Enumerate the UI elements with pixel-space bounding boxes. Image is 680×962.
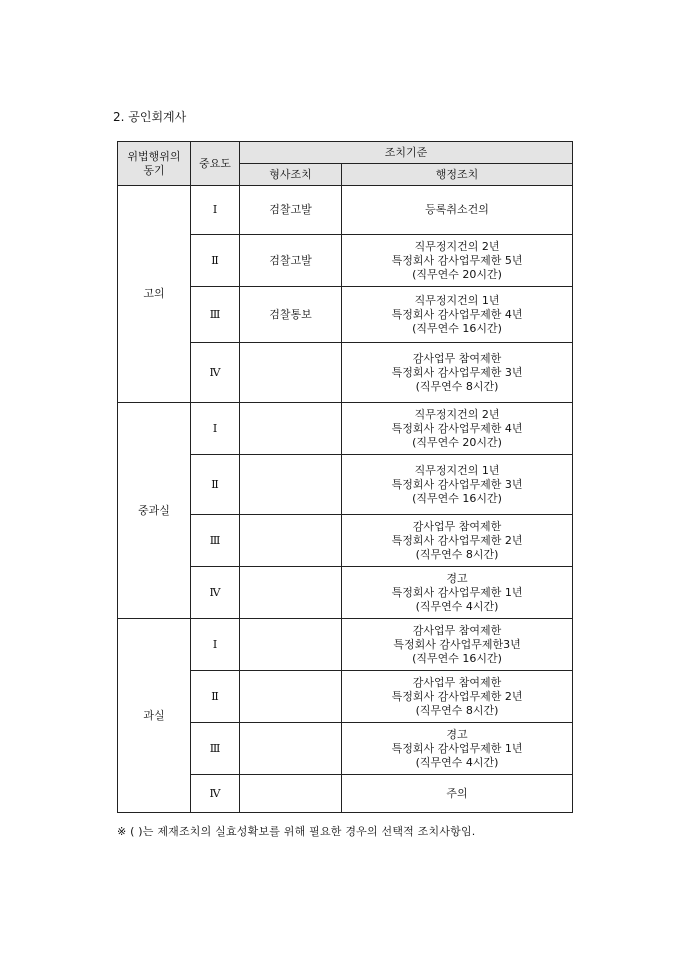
admin-action-line: (직무연수 8시간) [415, 379, 499, 393]
admin-action-line: 직무정지건의 2년 [414, 407, 500, 421]
motive-cell: 중과실 [118, 403, 191, 619]
admin-action-line: 특정회사 감사업무제한 3년 [391, 477, 523, 491]
importance-cell: Ⅱ [191, 455, 240, 515]
admin-action-cell [342, 455, 573, 515]
header-motive-line: 동기 [143, 163, 165, 177]
header-criteria: 조치기준 [240, 142, 573, 164]
admin-action-line: 특정회사 감사업무제한3년 [393, 637, 521, 651]
admin-action-line: 주의 [446, 786, 468, 800]
admin-action-cell [342, 723, 573, 775]
admin-action-line: 직무정지건의 2년 [414, 239, 500, 253]
admin-action-line: 감사업무 참여제한 [412, 675, 502, 689]
admin-action-line: 특정회사 감사업무제한 5년 [391, 253, 523, 267]
admin-action-line: 감사업무 참여제한 [412, 351, 502, 365]
admin-action-cell [342, 343, 573, 403]
admin-action-line: (직무연수 4시간) [415, 599, 499, 613]
importance-cell: Ⅰ [191, 403, 240, 455]
admin-action-cell [342, 186, 573, 235]
criminal-action-cell [240, 671, 342, 723]
criminal-action-cell [240, 343, 342, 403]
admin-action-line: (직무연수 4시간) [415, 755, 499, 769]
admin-action-line: 감사업무 참여제한 [412, 519, 502, 533]
header-motive [118, 142, 191, 186]
admin-action-line: 특정회사 감사업무제한 2년 [391, 533, 523, 547]
admin-action-line: 감사업무 참여제한 [412, 623, 502, 637]
admin-action-cell [342, 619, 573, 671]
header-importance: 중요도 [191, 142, 240, 186]
criminal-action-cell [240, 515, 342, 567]
importance-cell: Ⅳ [191, 775, 240, 813]
header-criminal-action: 형사조치 [240, 164, 342, 186]
importance-cell: Ⅱ [191, 671, 240, 723]
importance-cell: Ⅲ [191, 287, 240, 343]
admin-action-cell [342, 567, 573, 619]
admin-action-line: (직무연수 8시간) [415, 703, 499, 717]
admin-action-line: 등록취소건의 [425, 203, 489, 216]
admin-action-line: (직무연수 20시간) [412, 267, 502, 281]
admin-action-line: (직무연수 20시간) [412, 435, 502, 449]
admin-action-line: 경고 [446, 571, 468, 585]
admin-action-line: 특정회사 감사업무제한 1년 [391, 585, 523, 599]
admin-action-line: 특정회사 감사업무제한 2년 [391, 689, 523, 703]
criminal-action-cell: 검찰고발 [240, 186, 342, 235]
admin-action-cell [342, 775, 573, 813]
criminal-action-cell [240, 619, 342, 671]
criminal-action-cell [240, 775, 342, 813]
admin-action-line: 특정회사 감사업무제한 4년 [391, 421, 523, 435]
admin-action-line: 직무정지건의 1년 [414, 463, 500, 477]
importance-cell: Ⅰ [191, 619, 240, 671]
admin-action-line: 직무정지건의 1년 [414, 293, 500, 307]
importance-cell: Ⅳ [191, 567, 240, 619]
criminal-action-cell: 검찰고발 [240, 235, 342, 287]
importance-cell: Ⅱ [191, 235, 240, 287]
admin-action-cell [342, 287, 573, 343]
criminal-action-cell [240, 403, 342, 455]
motive-cell: 과실 [118, 619, 191, 813]
sanction-criteria-table [117, 141, 573, 813]
motive-cell: 고의 [118, 186, 191, 403]
header-admin-action: 행정조치 [342, 164, 573, 186]
admin-action-cell [342, 235, 573, 287]
section-heading: 2. 공인회계사 [113, 110, 187, 124]
admin-action-line: (직무연수 8시간) [415, 547, 499, 561]
admin-action-line: 특정회사 감사업무제한 3년 [391, 365, 523, 379]
criminal-action-cell [240, 723, 342, 775]
importance-cell: Ⅲ [191, 723, 240, 775]
criminal-action-cell [240, 567, 342, 619]
admin-action-line: 특정회사 감사업무제한 1년 [391, 741, 523, 755]
admin-action-line: 경고 [446, 727, 468, 741]
table-row [118, 186, 573, 235]
header-motive-line: 위법행위의 [127, 149, 181, 163]
footnote: ※ ( )는 제재조치의 실효성확보를 위해 필요한 경우의 선택적 조치사항임. [117, 825, 476, 838]
importance-cell: Ⅲ [191, 515, 240, 567]
table-row [118, 403, 573, 455]
admin-action-line: (직무연수 16시간) [412, 651, 502, 665]
admin-action-cell [342, 515, 573, 567]
table-row [118, 619, 573, 671]
admin-action-cell [342, 671, 573, 723]
admin-action-line: 특정회사 감사업무제한 4년 [391, 307, 523, 321]
criminal-action-cell [240, 455, 342, 515]
admin-action-cell [342, 403, 573, 455]
admin-action-line: (직무연수 16시간) [412, 491, 502, 505]
importance-cell: Ⅳ [191, 343, 240, 403]
importance-cell: Ⅰ [191, 186, 240, 235]
admin-action-line: (직무연수 16시간) [412, 321, 502, 335]
criminal-action-cell: 검찰통보 [240, 287, 342, 343]
